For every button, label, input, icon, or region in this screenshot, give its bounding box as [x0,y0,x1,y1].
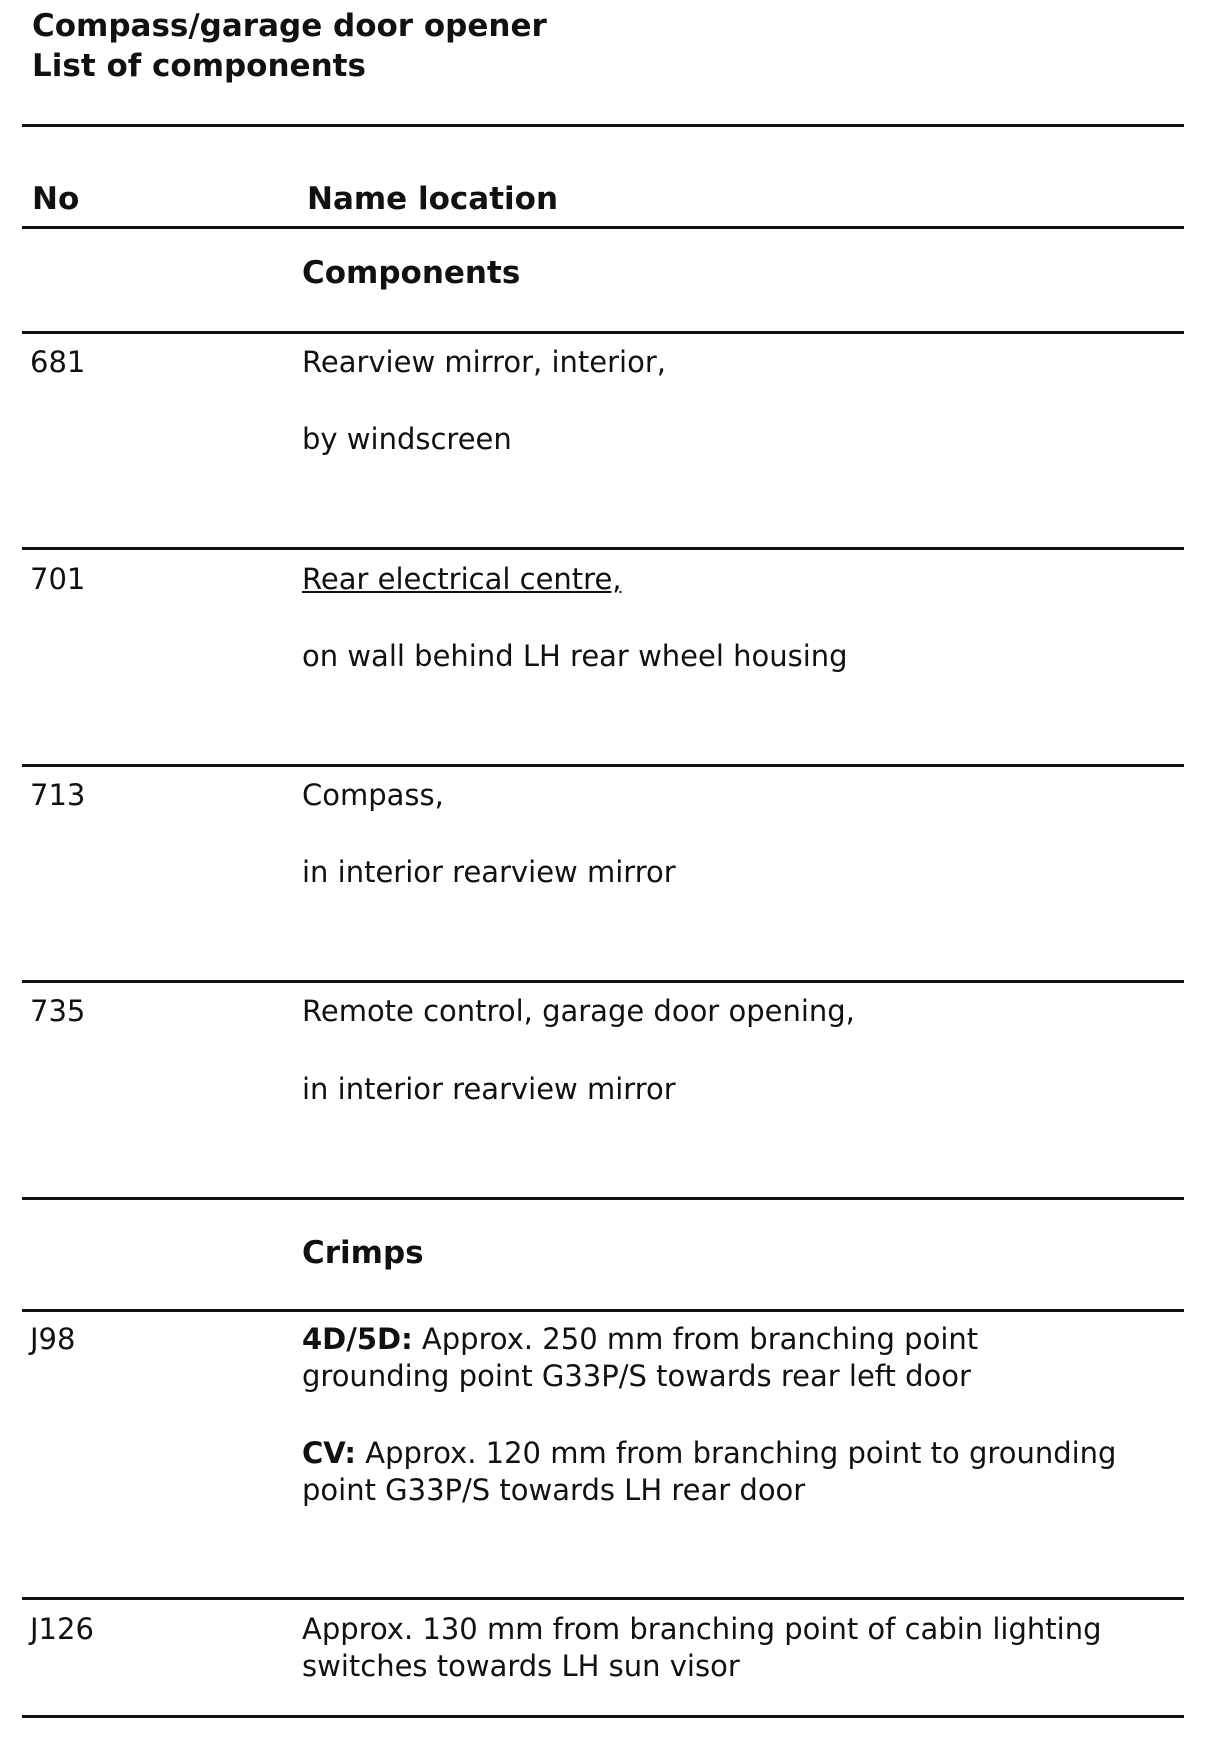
crimp-description-line: point G33P/S towards LH rear door [302,1473,806,1507]
row-divider [22,547,1184,550]
row-divider [22,1597,1184,1600]
variant-label: 4D/5D: [302,1322,413,1356]
component-name-link[interactable]: Rear electrical centre, [302,562,622,596]
crimp-description-line [302,1320,978,1358]
component-location: on wall behind LH rear wheel housing [302,639,848,673]
row-divider [22,331,1184,334]
crimp-number: J98 [30,1322,76,1356]
variant-label: CV: [302,1436,357,1470]
section-title-crimps: Crimps [302,1235,424,1271]
crimp-description-line: Approx. 130 mm from branching point of cabin lighting [302,1612,1102,1646]
component-location: by windscreen [302,422,512,456]
row-divider [22,764,1184,767]
component-name: Rearview mirror, interior, [302,345,667,379]
crimp-description-line [302,1434,1116,1472]
crimp-number: J126 [30,1612,94,1646]
header-divider [22,226,1184,229]
section-title-components: Components [302,255,521,291]
component-number: 713 [30,778,86,812]
column-header-no: No [32,181,80,217]
component-number: 701 [30,562,86,596]
component-location: in interior rearview mirror [302,855,676,889]
column-header-name-location: Name location [307,181,559,217]
bottom-divider [22,1715,1184,1718]
crimp-description-text: Approx. 250 mm from branching point [412,1322,979,1356]
component-location: in interior rearview mirror [302,1072,676,1106]
component-number: 681 [30,345,86,379]
top-divider [22,124,1184,127]
component-number: 735 [30,994,86,1028]
component-name: Remote control, garage door opening, [302,994,855,1028]
row-divider [22,1197,1184,1200]
row-divider [22,1309,1184,1312]
document-subtitle: List of components [32,48,366,84]
crimp-description-line: grounding point G33P/S towards rear left door [302,1359,971,1393]
component-name: Compass, [302,778,444,812]
crimp-description-text: Approx. 120 mm from branching point to grounding [356,1436,1117,1470]
crimp-description-line: switches towards LH sun visor [302,1649,740,1683]
document-title: Compass/garage door opener [32,8,547,44]
row-divider [22,980,1184,983]
